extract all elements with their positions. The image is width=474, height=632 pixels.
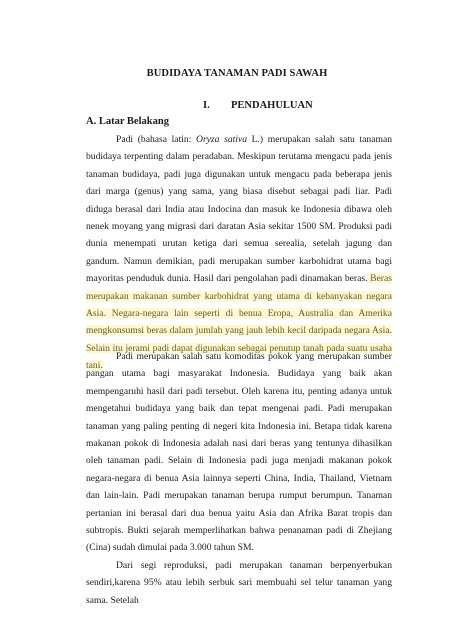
highlighted-passage: Beras merupakan makanan sumber karbohidrat yang utama di kebanyakan negara Asia. Negara-negara lain seperti di benua Eropa, Australia dan Amerika mengkonsumsi beras dalam jumlah yang jauh lebih kecil daripada negara Asia. Selain itu jerami padi dapat digunakan sebagai penutup tanah pada suatu usaha tani. [86, 273, 392, 372]
section-heading: A. Latar Belakang [86, 116, 169, 127]
document-title: BUDIDAYA TANAMAN PADI SAWAH [146, 68, 328, 79]
chapter-number: I. [203, 100, 210, 111]
chapter-title: PENDAHULUAN [231, 100, 313, 111]
paragraph2-text: Padi merupakan salah satu komoditas pokok yang merupakan sumber pangan utama bagi masyarakat Indonesia. Budidaya yang baik akan mempengaruhi hasil dari padi tersebut. Oleh karena itu, penting adanya untuk mengetahui budidaya yang baik dan tepat mengenai padi. Padi merupakan tanaman yang paling penting di negeri kita Indonesia ini. Betapa tidak karena makanan pokok di Indonesia adalah nasi dari beras yang tentunya dihasilkan oleh tanaman padi. Selain di Indonesia padi juga menjadi makanan pokok negara-negara di benua Asia lainnya seperti China, India, Thailand, Vietnam dan lain-lain. Padi merupakan tanaman berupa rumput berumpun. Tanaman pertanian ini berasal dari dua benua yaitu Asia dan Afrika Barat tropis dan subtropis. Bukti sejarah memperlihatkan bahwa penanaman padi di Zhejiang (Cina) sudah dimulai pada 3.000 tahun SM. [86, 351, 392, 554]
paragraph1-text-a: Padi (bahasa latin: [116, 134, 197, 145]
paragraph-reproduksi [86, 557, 392, 613]
paragraph-latar-belakang [86, 131, 392, 379]
chapter-heading [203, 100, 313, 111]
paragraph-komoditas [86, 348, 392, 561]
paragraph3-text: Dari segi reproduksi, padi merupakan tanaman berpenyerbukan sendiri,karena 95% atau lebih serbuk sari membuahi sel telur tanaman yang sama. Setelah [86, 560, 392, 606]
scientific-name: Oryza sativa [196, 134, 248, 145]
paragraph1-text-b: L.) merupakan salah satu tanaman budidaya terpenting dalam peradaban. Meskipun terutama mengacu pada jenis tanaman budidaya, padi juga digunakan untuk mengacu pada beberapa jenis dari marga (genus) yang sama, yang biasa disebut sebagai padi liar. Padi diduga berasal dari India atau Indocina dan masuk ke Indonesia dibawa oleh nenek moyang yang migrasi dari daratan Asia sekitar 1500 SM. Produksi padi dunia menempati urutan ketiga dari semua serealia, setelah jagung dan gandum. Namun demikian, padi merupakan sumber karbohidrat utama bagi mayoritas penduduk dunia. Hasil dari pengolahan padi dinamakan beras. [86, 134, 392, 285]
